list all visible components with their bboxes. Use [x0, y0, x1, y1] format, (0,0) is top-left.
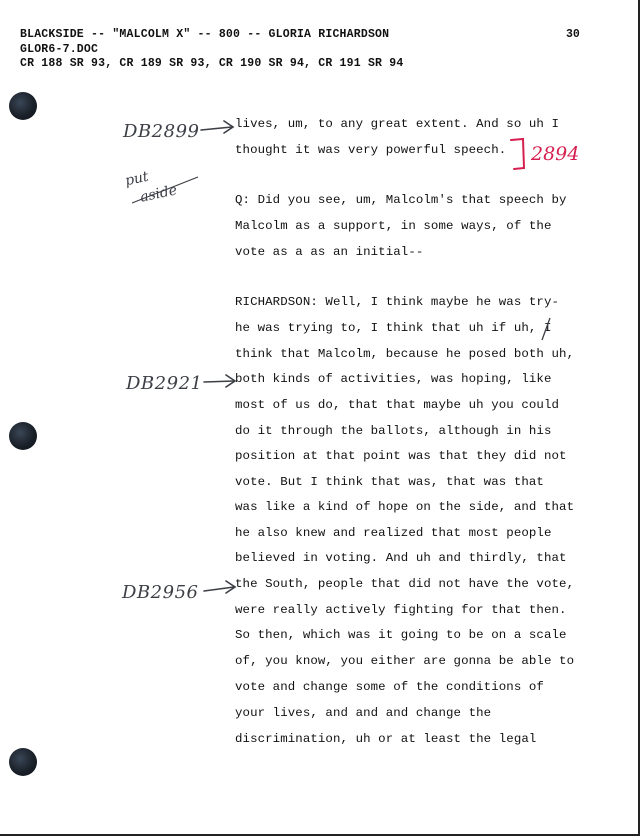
transcript-line: Q: Did you see, um, Malcolm's that speech by	[235, 193, 567, 207]
handwritten-aside: aside	[138, 182, 179, 206]
transcript-line: think that Malcolm, because he posed both uh,	[235, 347, 575, 361]
handwritten-db-2899: DB2899	[123, 121, 200, 142]
transcript-line: he was trying to, I think that uh if uh, I	[235, 321, 552, 335]
transcript-line: RICHARDSON: Well, I think maybe he was try-	[235, 295, 560, 309]
handwritten-db-2956: DB2956	[122, 582, 199, 603]
transcript-line: the South, people that did not have the vote,	[235, 577, 575, 591]
handwritten-arrow-icon	[201, 121, 233, 133]
transcript-line: lives, um, to any great extent. And so uh I	[235, 117, 560, 131]
handwritten-put: put	[123, 168, 151, 190]
transcript-line: position at that point was that they did not	[235, 449, 567, 463]
transcript-line: of, you know, you either are gonna be able to	[235, 654, 575, 668]
transcript-line: vote. But I think that was, that was that	[235, 475, 544, 489]
handwritten-arrow-icon	[204, 581, 235, 593]
transcript-line: do it through the ballots, although in his	[235, 424, 552, 438]
header-title-line: BLACKSIDE -- "MALCOLM X" -- 800 -- GLORIA RICHARDSON	[20, 28, 390, 41]
handwritten-underline	[132, 177, 198, 206]
pen-slash-icon	[542, 318, 550, 340]
handwritten-red-2894: 2894	[531, 143, 580, 165]
transcript-line: So then, which was it going to be on a scale	[235, 628, 567, 642]
handwritten-arrow-icon	[204, 375, 235, 387]
header-reel-references: CR 188 SR 93, CR 189 SR 93, CR 190 SR 94, CR 191 SR 94	[20, 57, 404, 70]
transcript-line: vote and change some of the conditions of	[235, 680, 544, 694]
transcript-line: vote as a as an initial--	[235, 245, 424, 259]
handwritten-db-2921: DB2921	[126, 373, 203, 394]
transcript-line: thought it was very powerful speech.	[235, 143, 507, 157]
red-bracket-icon	[511, 139, 524, 169]
transcript-line: Malcolm as a support, in some ways, of the	[235, 219, 552, 233]
page-number: 30	[566, 28, 580, 41]
transcript-line: were really actively fighting for that then.	[235, 603, 567, 617]
transcript-line: believed in voting. And uh and thirdly, that	[235, 551, 567, 565]
transcript-line: your lives, and and and change the	[235, 706, 492, 720]
header-filename: GLOR6-7.DOC	[20, 43, 99, 56]
transcript-line: he also knew and realized that most people	[235, 526, 552, 540]
transcript-line: was like a kind of hope on the side, and that	[235, 500, 575, 514]
transcript-line: both kinds of activities, was hoping, like	[235, 372, 552, 386]
transcript-line: most of us do, that that maybe uh you could	[235, 398, 560, 412]
transcript-line: discrimination, uh or at least the legal	[235, 732, 537, 746]
